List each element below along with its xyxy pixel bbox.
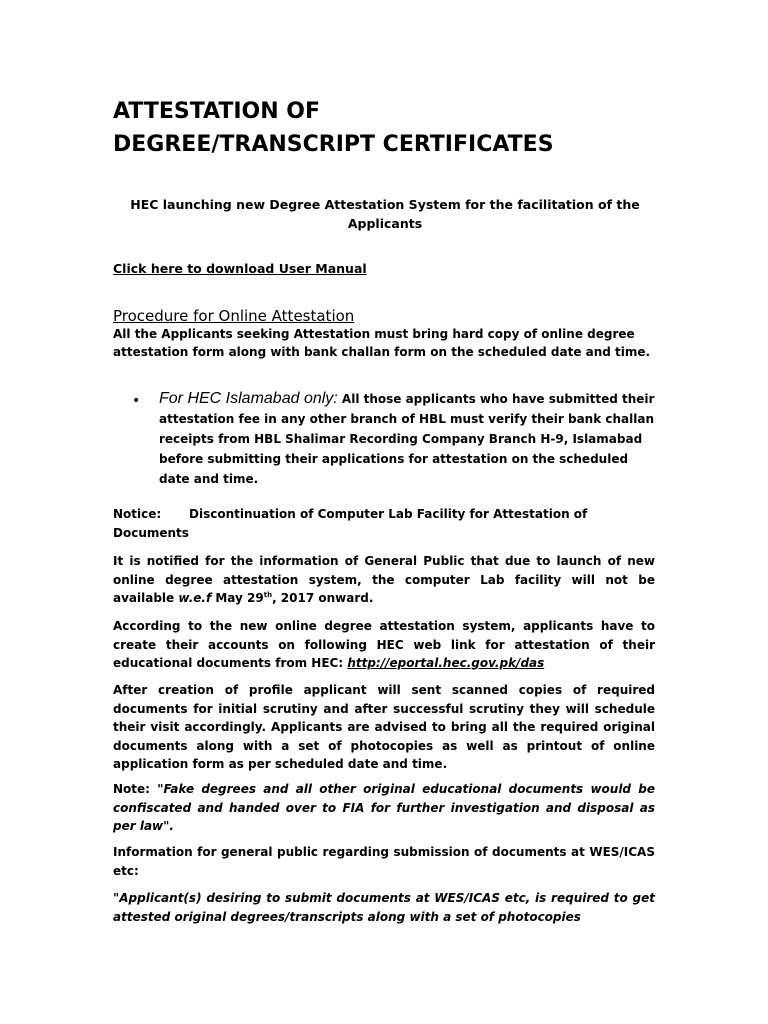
procedure-heading: Procedure for Online Attestation [113,307,355,325]
procedure-text: All the Applicants seeking Attestation must bring hard copy of online degree attestation form along with bank challan form on the scheduled date and time. [113,327,651,359]
para1-date: May 29 [211,591,264,605]
bullet-text [159,389,659,489]
para1-wef: w.e.f [178,591,212,605]
para1-date-after: , 2017 onward. [272,591,374,605]
notice-label: Notice: [113,507,162,521]
wes-icas-quote-paragraph: "Applicant(s) desiring to submit documents at WES/ICAS etc, is required to get attested original degrees/transcripts along with a set of photocopies [113,891,655,924]
wes-icas-info-paragraph: Information for general public regarding submission of documents at WES/ICAS etc: [113,845,655,878]
notice-paragraph [113,505,657,543]
para1-date-sup: th [263,591,273,599]
download-user-manual-link[interactable]: Click here to download User Manual [113,261,367,276]
bullet-lead: For HEC Islamabad only: [159,390,338,407]
profile-creation-paragraph: After creation of profile applicant will sent scanned copies of required documents for initial scrutiny and after successful scrutiny they will schedule their visit accordingly. Applicants are advised to bring all the required original documents along with a set of photocopies as well as printout of online application form as per scheduled date and time. [113,683,655,771]
notice-text: Discontinuation of Computer Lab Facility for Attestation of Documents [113,507,588,540]
page-title [113,95,673,161]
para1-text: It is notified for the information of General Public that due to launch of new online degree attestation system, the computer Lab facility will not be available [113,554,655,605]
para2-text: According to the new online degree attestation system, applicants have to create their accounts on following HEC web link for attestation of their educational documents from HEC: [113,619,655,670]
note-paragraph [113,780,655,836]
notice-info-paragraph [113,552,655,608]
account-creation-paragraph [113,617,655,673]
page-subtitle: HEC launching new Degree Attestation System for the facilitation of the Applicants [130,197,640,231]
bullet-body: All those applicants who have submitted their attestation fee in any other branch of HBL must verify their bank challan receipts from HBL Shalimar Recording Company Branch H-9, Islamabad before submitting their applications for attestation on the scheduled date and time. [159,392,655,486]
hec-eportal-link[interactable]: http://eportal.hec.gov.pk/das [347,656,545,670]
note-text: "Fake degrees and all other original educational documents would be confiscated and handed over to FIA for further investigation and disposal as per law". [113,782,655,833]
note-label: Note: [113,782,158,796]
title-line-2: DEGREE/TRANSCRIPT CERTIFICATES [113,132,554,157]
title-line-1: ATTESTATION OF [113,99,321,124]
bullet-icon: • [132,393,141,409]
